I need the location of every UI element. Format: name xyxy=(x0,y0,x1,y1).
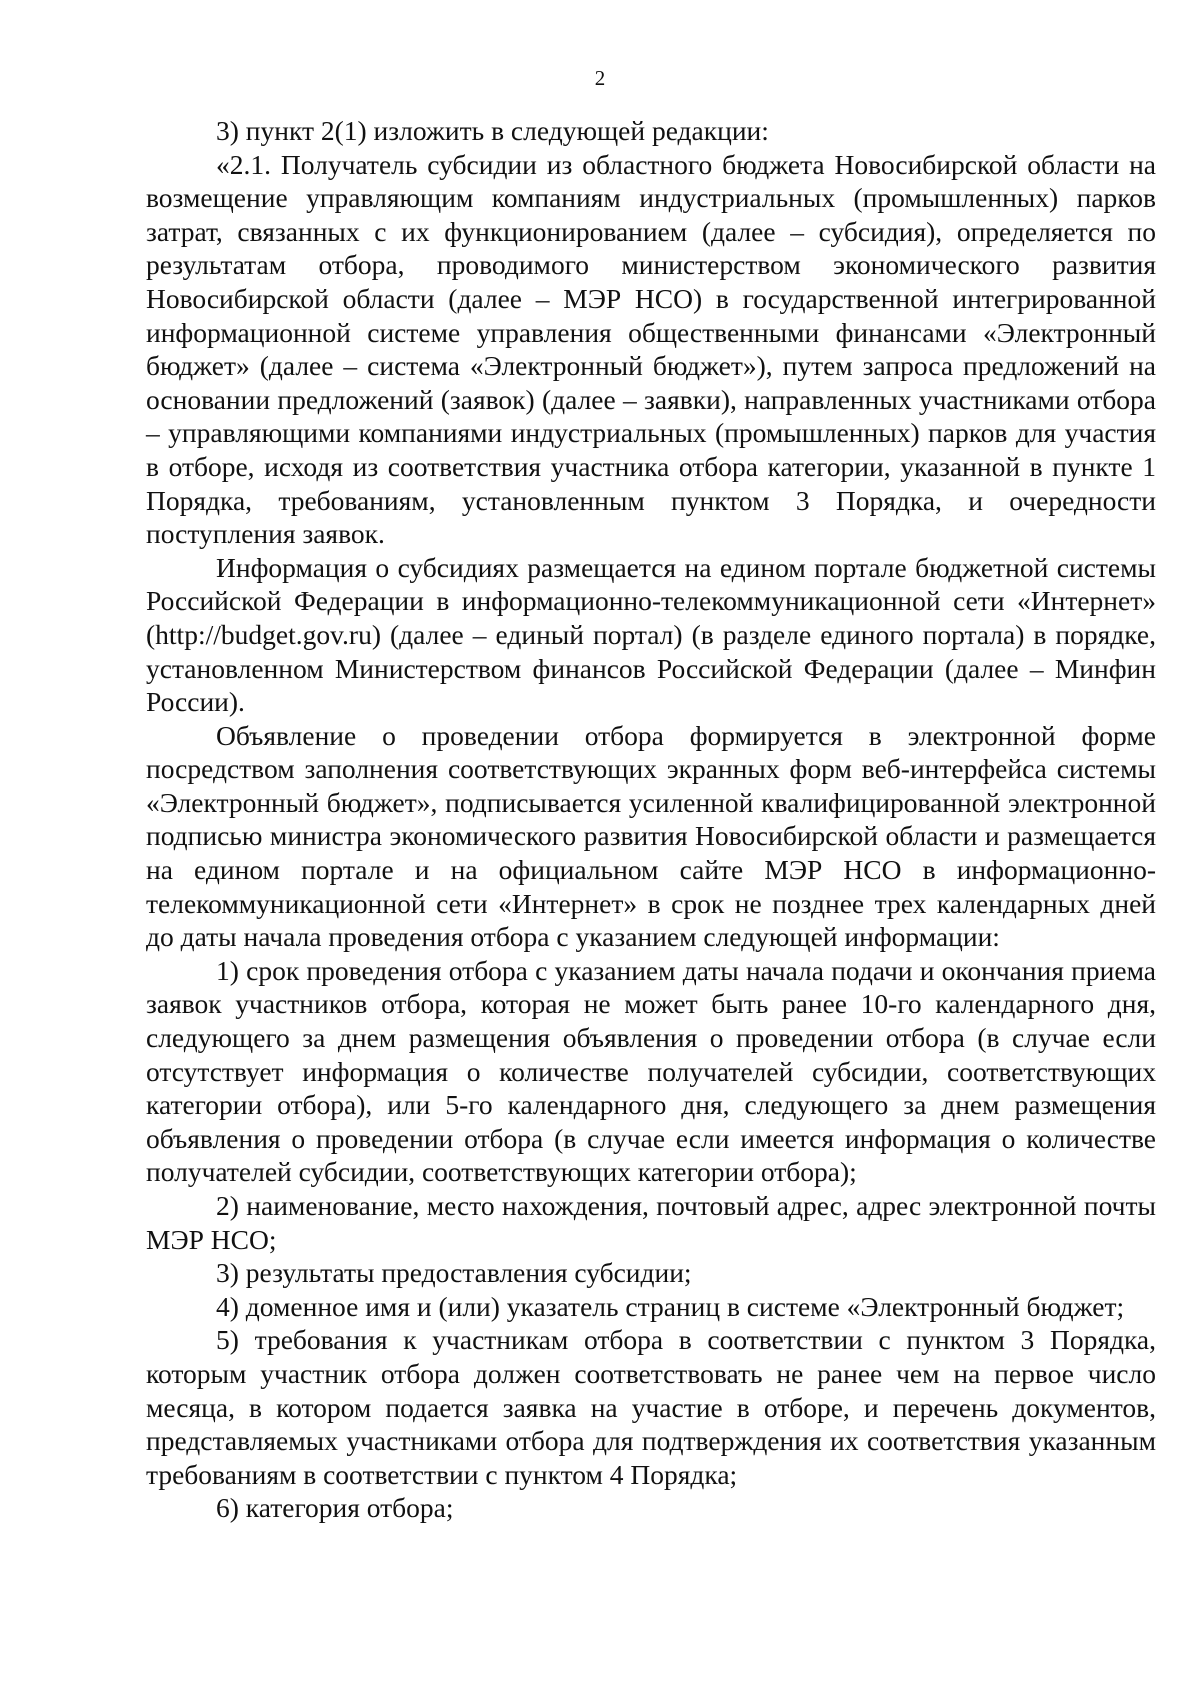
list-item-participant-requirements: 5) требования к участникам отбора в соответствии с пунктом 3 Порядка, которым участник отбора должен соответствовать не ранее чем на первое число месяца, в котором подается заявка на участие в отборе, и перечень документов, представляемых участниками отбора для подтверждения их соответствия указанным требованиям в соответствии с пунктом 4 Порядка; xyxy=(146,1324,1156,1490)
list-item-domain-name: 4) доменное имя и (или) указатель страниц в системе «Электронный бюджет; xyxy=(216,1290,1125,1322)
list-item-selection-period: 1) срок проведения отбора с указанием даты начала подачи и окончания приема заявок участников отбора, которая не может быть ранее 10-го календарного дня, следующего за днем размещения объявления о проведении отбора (в случае если отсутствует информация о количестве получателей субсидии, соответствующих категории отбора), или 5-го календарного дня, следующего за днем размещения объявления о проведении отбора (в случае если имеется информация о количестве получателей субсидии, соответствующих категории отбора); xyxy=(146,954,1156,1188)
list-item-subsidy-results: 3) результаты предоставления субсидии; xyxy=(216,1257,692,1289)
list-item-contact-details: 2) наименование, место нахождения, почтовый адрес, адрес электронной почты МЭР НСО; xyxy=(146,1190,1156,1255)
document-body xyxy=(146,114,1156,1525)
paragraph-amendment-intro: 3) пункт 2(1) изложить в следующей редакции: xyxy=(216,115,769,146)
page-number: 2 xyxy=(594,66,606,90)
paragraph-subsidy-recipient: «2.1. Получатель субсидии из областного бюджета Новосибирской области на возмещение управляющим компаниям индустриальных (промышленных) парков затрат, связанных с их функционированием (далее – субсидия), определяется по результатам отбора, проводимого министерством экономического развития Новосибирской области (далее – МЭР НСО) в государственной интегрированной информационной системе управления общественными финансами «Электронный бюджет» (далее – система «Электронный бюджет»), путем запроса предложений на основании предложений (заявок) (далее – заявки), направленных участниками отбора – управляющими компаниями индустриальных (промышленных) парков для участия в отборе, исходя из соответствия участника отбора категории, указанной в пункте 1 Порядка, требованиям, установленным пунктом 3 Порядка, и очередности поступления заявок. xyxy=(146,148,1156,550)
paragraph-subsidy-information: Информация о субсидиях размещается на едином портале бюджетной системы Российской Федерации в информационно-телекоммуникационной сети «Интернет» (http://budget.gov.ru) (далее – единый портал) (в разделе единого портала) в порядке, установленном Министерством финансов Российской Федерации (далее – Минфин России). xyxy=(146,551,1156,718)
list-item-selection-category: 6) категория отбора; xyxy=(216,1492,454,1524)
paragraph-selection-announcement: Объявление о проведении отбора формируется в электронной форме посредством заполнения соответствующих экранных форм веб-интерфейса системы «Электронный бюджет», подписывается усиленной квалифицированной электронной подписью министра экономического развития Новосибирской области и размещается на едином портале и на официальном сайте МЭР НСО в информационно-телекоммуникационной сети «Интернет» в срок не позднее трех календарных дней до даты начала проведения отбора с указанием следующей информации: xyxy=(146,719,1156,953)
